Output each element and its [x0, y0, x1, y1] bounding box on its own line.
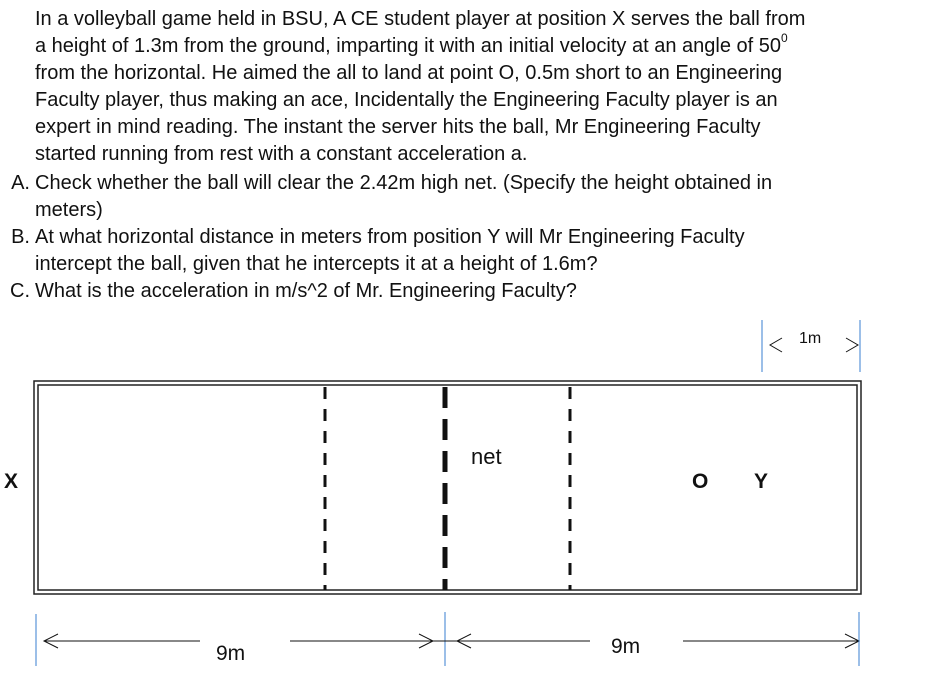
problem-line: In a volleyball game held in BSU, A CE student player at position X serves the ball from: [35, 8, 806, 30]
dimension-9m-right-label: 9m: [611, 635, 641, 658]
point-o-label: O: [692, 470, 709, 493]
position-y-label: Y: [754, 470, 769, 493]
position-x-label: X: [4, 470, 19, 493]
arrowhead-right-icon: [846, 338, 858, 352]
question-line: meters): [35, 199, 103, 221]
question-line: At what horizontal distance in meters from position Y will Mr Engineering Faculty: [35, 226, 745, 248]
question-line: Check whether the ball will clear the 2.42m high net. (Specify the height obtained in: [35, 172, 773, 194]
question-line: What is the acceleration in m/s^2 of Mr. Engineering Faculty?: [35, 280, 577, 302]
dimension-9m-left-label: 9m: [216, 642, 246, 665]
question-letter: A.: [11, 172, 30, 194]
question-letter: B.: [11, 226, 30, 248]
question-letter: C.: [10, 280, 30, 302]
problem-line: started running from rest with a constant acceleration a.: [35, 143, 528, 165]
net-label: net: [471, 444, 502, 469]
problem-line: from the horizontal. He aimed the all to land at point O, 0.5m short to an Engineering: [35, 62, 783, 84]
dimension-1m-label: 1m: [799, 330, 822, 347]
problem-line: Faculty player, thus making an ace, Incidentally the Engineering Faculty player is an: [35, 89, 778, 111]
degree-mark: 0: [780, 31, 788, 46]
arrowhead-left-icon: [770, 338, 782, 352]
problem-line-text: a height of 1.3m from the ground, imparting it with an initial velocity at an angle of 50: [35, 35, 781, 57]
question-line: intercept the ball, given that he intercepts it at a height of 1.6m?: [35, 253, 598, 275]
problem-line: expert in mind reading. The instant the server hits the ball, Mr Engineering Faculty: [35, 116, 761, 138]
